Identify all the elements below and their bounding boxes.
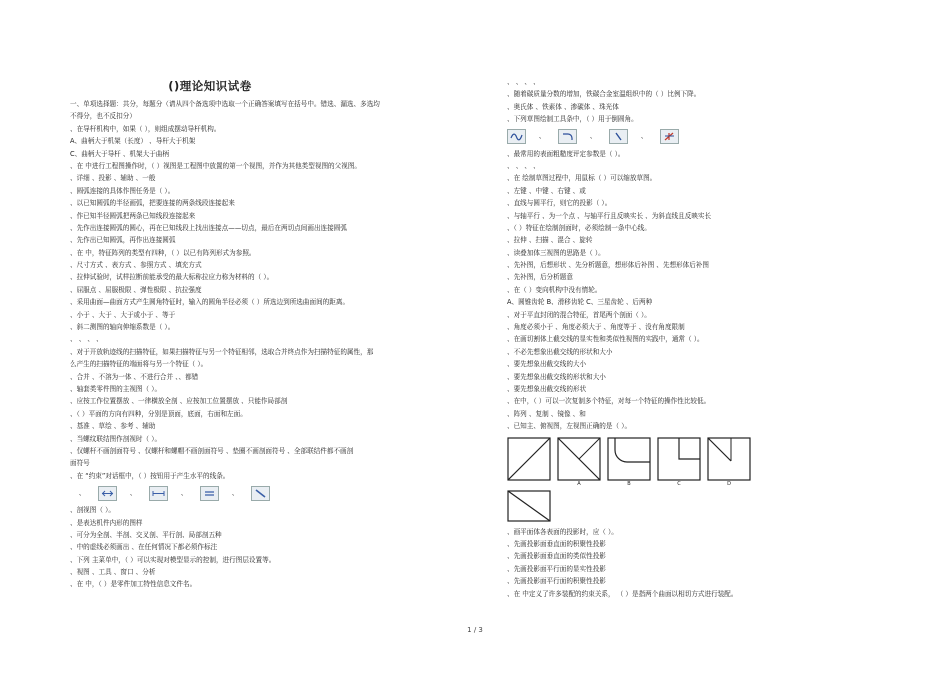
question-line: 、在 中定义了许多装配的约束关系， （ ）是指两个曲面以相切方式进行装配。 <box>507 589 738 598</box>
figure-option-a <box>557 437 601 488</box>
fillet-sketch-icon <box>558 129 577 144</box>
figure-option-d <box>707 437 751 488</box>
trim-sketch-icon <box>660 129 679 144</box>
sketch-tool-icon-row: 、 、 、 <box>507 126 907 148</box>
spline-sketch-icon <box>507 129 526 144</box>
question-line: 、下列草图绘制工具条中，（ ）用于倒圆角。 <box>507 115 638 124</box>
question-line: 、与轴平行 、为一个点 、与轴平行且反映实长 、为斜直线且反映实长 <box>507 211 712 220</box>
question-line: 、剖视图（ ）。 <box>70 506 115 515</box>
question-line: 面符号 <box>70 459 90 468</box>
figure-main-view <box>507 437 551 488</box>
question-line: 、读叠加体三视图的思路是（ ）。 <box>507 248 605 257</box>
view-figures <box>507 437 907 488</box>
question-line: 、视图 、工具 、窗口 、分析 <box>70 568 156 577</box>
view-figures-row-2 <box>507 490 907 522</box>
question-line: 、斜二测图的轴向伸缩系数是（ ）。 <box>70 323 175 332</box>
question-line: 、随着碳质量分数的增加，铁碳合金室温组织中的（ ）比例下降。 <box>507 90 701 99</box>
question-line: 、以已知圆弧的半径画弧，把要连接的两条线段连接起来 <box>70 199 235 208</box>
question-line: 、（ ）平面的方向有四种，分别是顶面，底面，右面和左面。 <box>70 409 247 418</box>
question-line: 、在 绘制草图过程中，用鼠标（ ）可以缩放草图。 <box>507 174 657 183</box>
question-line: 、中的虚线必须画出 、在任何情况下都必须作标注 <box>70 543 218 552</box>
question-line: 、在 中，特征阵列的类型有四种，（ ）以已有阵列形式为参照。 <box>70 248 256 257</box>
question-line: 、基准 、草绘 、参考 、辅助 <box>70 422 156 431</box>
figure-label-b: B <box>627 480 631 487</box>
page-number: 1 / 3 <box>467 626 483 634</box>
equal-length-icon <box>149 486 168 501</box>
figure-top-view <box>507 490 551 522</box>
question-line: 、要先想象出截交线的形状 <box>507 384 587 393</box>
question-line: 、对于开放轨迹线的扫描特征，如果扫描特征与另一个特征相邻，选取合并终点作为扫描特征的属性，那 <box>70 347 374 356</box>
left-question-lines-2 <box>70 504 465 591</box>
question-line: 、在 中，（ ）是零件加工特性信息文件名。 <box>70 580 197 589</box>
question-line: 、拉伸试验时，试样拉断前能承受的最大标称拉应力称为材料的（ ）。 <box>70 273 274 282</box>
perpendicular-icon <box>251 486 270 501</box>
question-line: 、是表达机件内形的图样 <box>70 518 143 527</box>
question-line: 、拉伸 、扫描 、混合 、旋转 <box>507 236 593 245</box>
question-line: 、已知主、俯视图，左视图正确的是（ ）。 <box>507 422 632 431</box>
question-line: 、可分为全剖、半剖、交叉剖、平行剖、局部剖五种 <box>70 530 222 539</box>
question-line: 、左键 、中键 、右键 、或 <box>507 186 586 195</box>
question-line: 、小于 、大于 、大于或小于 、等于 <box>70 310 176 319</box>
mirror-sketch-icon <box>609 129 628 144</box>
question-line: 、先作出连接圆弧的圆心，再在已知线段上找出连接点——切点，最后在两切点间画出连接圆弧 <box>70 223 347 232</box>
page-title: ()理论知识试卷 <box>168 79 252 93</box>
question-line: 、最常用的表面粗糙度评定参数是（ ）。 <box>507 149 625 158</box>
horizontal-constraint-icon <box>98 486 117 501</box>
question-line: 、屈服点 、屈服极限 、弹性极限 、抗拉强度 <box>70 285 202 294</box>
parallel-icon <box>200 486 219 501</box>
figure-label-a: A <box>577 480 581 487</box>
question-line: 、奥氏体 、铁素体 、渗碳体 、珠光体 <box>507 102 619 111</box>
figure-option-c <box>657 437 701 488</box>
question-line: 么产生的扫描特征的端面将与另一个特征（ ）。 <box>70 360 208 369</box>
question-line: 、仅螺杆不画剖面符号 、仅螺杆和螺帽不画剖面符号 、垫圈不画剖面符号 、全部联结件都不画剖 <box>70 446 354 455</box>
left-column <box>70 98 465 591</box>
right-question-lines-3 <box>507 526 907 600</box>
question-line: A、曲柄大于机架（长度） 、导杆大于机架 <box>70 137 196 146</box>
question-line: 、阵列 、复制 、镜像 、和 <box>507 409 586 418</box>
question-line: 、下列 主菜单中，（ ）可以实现对模型显示的控制，进行图层设置等。 <box>70 555 276 564</box>
question-line: 、应按工作位置摆放 、一律横放全剖 、应按加工位置摆放 、只能作局部剖 <box>70 397 288 406</box>
question-line: 、 、 、 、 <box>70 335 103 344</box>
question-line: 、先画投影面垂直面的类似性投影 <box>507 552 606 561</box>
figure-option-b <box>607 437 651 488</box>
question-line: 、要先想象出截交线的形状和大小 <box>507 372 606 381</box>
question-line: 不得分，也不反扣分） <box>70 112 136 121</box>
question-line: 、作已知半径圆弧把两条已知线段连接起来 <box>70 211 196 220</box>
question-line: A、圆锥齿轮 B、滑移齿轮 C、三星齿轮 、后两种 <box>507 298 653 307</box>
question-line: 、在 “约束”对话框中，（ ）按钮用于产生水平的线条。 <box>70 471 230 480</box>
question-line: 、先补图，后想形状 、先分析题意，想形体后补图 、先想形体后补图 <box>507 261 710 270</box>
question-line: 、详细 、投影 、辅助 、一般 <box>70 174 156 183</box>
question-line: 、在画切割体上截交线的显实性和类似性视图的实践中，通常（ ）。 <box>507 335 704 344</box>
question-line: 、在中，（ ）可以一次复制多个特征，对每一个特征的操作性比较低。 <box>507 397 711 406</box>
question-line: 、角度必须小于 、角度必须大于 、角度等于 、没有角度限制 <box>507 323 685 332</box>
question-line: 、在（ ）变向机构中没有惰轮。 <box>507 285 602 294</box>
question-line: 、先补图，后分析题意 <box>507 273 573 282</box>
question-line: 、（ ）特征在绘制剖面时，必须绘制一条中心线。 <box>507 223 651 232</box>
question-line: 、 、 、 、 <box>507 78 540 86</box>
question-line: 、圆弧连接的具体作图任务是（ ）。 <box>70 186 175 195</box>
question-line: 、先画投影面垂直面的积聚性投影 <box>507 539 606 548</box>
right-question-lines <box>507 76 907 126</box>
question-line: 、直线与圆平行，则它的投影（ ）。 <box>507 199 612 208</box>
question-line: 、先作出已知圆弧，再作出连接圆弧 <box>70 236 176 245</box>
figure-label-c: C <box>677 480 681 487</box>
question-line: 一、单项选择题：共分，每题分（请从四个备选项中选取一个正确答案填写在括号中。错选、漏选、多选均 <box>70 100 380 108</box>
question-line: 、尺寸方式 、表方式 、参照方式 、填充方式 <box>70 261 202 270</box>
question-line: 、在 中进行工程图操作时，（ ）视图是工程图中放置的第一个视图，并作为其他类型视图的父视图。 <box>70 161 362 170</box>
question-line: 、采用曲面—曲面方式产生圆角特征时，输入的圆角半径必须（ ）所选边到所选曲面间的距离。 <box>70 298 350 307</box>
question-line: 、在导杆机构中，如果（ ），则组成摆动导杆机构。 <box>70 124 221 133</box>
question-line: 、当螺纹联结图作剖视时（ ）。 <box>70 434 162 443</box>
question-line: 、不必先想象出截交线的形状和大小 <box>507 347 613 356</box>
question-line: 、 、 、 、 <box>507 161 540 170</box>
question-line: 、合并 、不溶为一体 、不进行合并 、、都错 <box>70 372 199 381</box>
question-line: C、曲柄大于导杆 、机架大于曲柄 <box>70 149 170 158</box>
question-line: 、先画投影面平行面的积聚性投影 <box>507 577 606 586</box>
question-line: 、轴套类零件图的主视图（ ）。 <box>70 384 162 393</box>
right-question-lines-2 <box>507 148 907 433</box>
constraint-icon-row: 、 、 、 、 <box>70 482 465 504</box>
right-column <box>507 76 907 600</box>
figure-label-d: D <box>727 480 731 487</box>
question-line: 、对于平直封闭的混合特征，首尾两个剖面（ ）。 <box>507 310 651 319</box>
question-line: 、先画投影面平行面的显实性投影 <box>507 564 606 573</box>
left-question-lines <box>70 98 465 482</box>
question-line: 、画平面体各表面的投影时，应（ ）。 <box>507 527 618 536</box>
question-line: 、要先想象出截交线的大小 <box>507 360 587 369</box>
